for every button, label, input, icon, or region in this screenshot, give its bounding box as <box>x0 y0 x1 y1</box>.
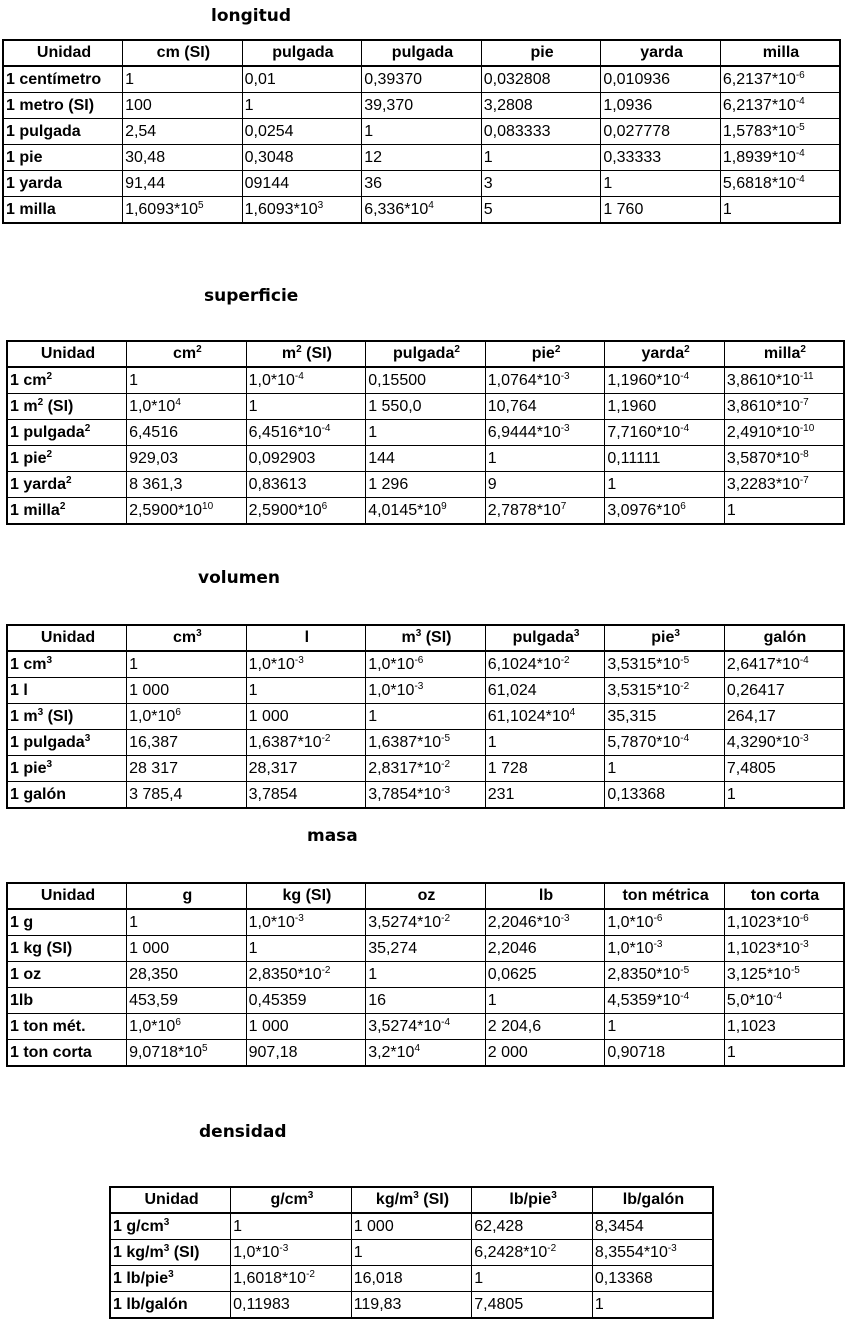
row-header-cell: 1 pulgada <box>3 119 123 145</box>
table-cell: 91,44 <box>123 171 243 197</box>
row-header-cell: 1 g <box>7 909 127 936</box>
table-cell: 0,083333 <box>481 119 601 145</box>
row-header-cell: 1 ton corta <box>7 1040 127 1067</box>
table-row <box>7 420 844 446</box>
table-cell: 8,3454 <box>592 1213 713 1240</box>
row-header-cell: 1 pulgada$^3$ <box>7 730 127 756</box>
table-cell: $6,4516*10^{-4}$ <box>246 420 366 446</box>
table-row <box>3 119 840 145</box>
column-header: $cm^3$ <box>127 625 247 651</box>
header-row <box>3 40 840 66</box>
table-cell: $2,2046*10^{-3}$ <box>485 909 605 936</box>
table-cell: 1 000 <box>127 678 247 704</box>
table-cell: 7,4805 <box>724 756 844 782</box>
row-header-cell: 1 pie$^3$ <box>7 756 127 782</box>
table-cell: 1 760 <box>601 197 721 224</box>
table-cell: 28 317 <box>127 756 247 782</box>
table-cell: 1 <box>481 145 601 171</box>
header-row <box>110 1187 713 1213</box>
row-header-cell: 1 $m^3$ (SI) <box>7 704 127 730</box>
table-cell: $3,8610*10^{-11}$ <box>724 367 844 394</box>
table-cell: $3,7854*10^{-3}$ <box>366 782 486 809</box>
table-row <box>3 197 840 224</box>
volumen-table <box>6 624 845 809</box>
row-header-cell: 1 kg (SI) <box>7 936 127 962</box>
column-header: Unidad <box>110 1187 231 1213</box>
column-header: milla <box>720 40 840 66</box>
table-row <box>110 1266 713 1292</box>
title-densidad: densidad <box>199 1122 287 1142</box>
table-cell: $2,5900*10^{10}$ <box>127 498 247 525</box>
table-cell: 0,45359 <box>246 988 366 1014</box>
table-cell: $4,3290*10^{-3}$ <box>724 730 844 756</box>
table-cell: 1 <box>127 367 247 394</box>
column-header: ton métrica <box>605 883 725 909</box>
table-row <box>110 1240 713 1266</box>
header-row <box>7 341 844 367</box>
masa-table <box>6 882 845 1067</box>
table-row <box>7 394 844 420</box>
table-cell: 0,032808 <box>481 66 601 93</box>
table-cell: 16,018 <box>351 1266 472 1292</box>
table-cell: 30,48 <box>123 145 243 171</box>
table-cell: 0,13368 <box>592 1266 713 1292</box>
table-cell: $1,0*10^{-6}$ <box>366 651 486 678</box>
table-row <box>3 145 840 171</box>
table-row <box>110 1213 713 1240</box>
table-row <box>7 962 844 988</box>
table-cell: 1 550,0 <box>366 394 486 420</box>
table-cell: $7,7160*10^{-4}$ <box>605 420 725 446</box>
row-header-cell: 1 centímetro <box>3 66 123 93</box>
table-cell: $4,0145*10^9$ <box>366 498 486 525</box>
table-cell: 16,387 <box>127 730 247 756</box>
table-cell: $1,0*10^{-3}$ <box>366 678 486 704</box>
longitud-table <box>2 39 841 224</box>
table-cell: 1,0936 <box>601 93 721 119</box>
column-header: pie$^2$ <box>485 341 605 367</box>
table-cell: 0,3048 <box>242 145 362 171</box>
table-cell: $2,5900*10^6$ <box>246 498 366 525</box>
table-cell: 36 <box>362 171 482 197</box>
table-cell: $1,0*10^6$ <box>127 704 247 730</box>
table-cell: $2,6417*10^{-4}$ <box>724 651 844 678</box>
table-row <box>7 472 844 498</box>
row-header-cell: 1 lb/pie$^3$ <box>110 1266 231 1292</box>
table-row <box>7 988 844 1014</box>
table-cell: 1 000 <box>351 1213 472 1240</box>
table-cell: 12 <box>362 145 482 171</box>
column-header: $m^2$ (SI) <box>246 341 366 367</box>
column-header: yarda$^2$ <box>605 341 725 367</box>
column-header: milla$^2$ <box>724 341 844 367</box>
table-cell: 453,59 <box>127 988 247 1014</box>
row-header-cell: 1 pie$^2$ <box>7 446 127 472</box>
table-cell: 0,13368 <box>605 782 725 809</box>
table-cell: 62,428 <box>472 1213 593 1240</box>
table-cell: 8 361,3 <box>127 472 247 498</box>
densidad-table <box>109 1186 714 1319</box>
table-cell: 1 <box>601 171 721 197</box>
table-cell: 2,2046 <box>485 936 605 962</box>
table-cell: $2,7878*10^7$ <box>485 498 605 525</box>
table-cell: 1 <box>123 66 243 93</box>
table-cell: $3,8610*10^{-7}$ <box>724 394 844 420</box>
column-header: yarda <box>601 40 721 66</box>
table-cell: 1 <box>724 498 844 525</box>
table-cell: 264,17 <box>724 704 844 730</box>
table-cell: 0,0625 <box>485 962 605 988</box>
table-cell: 61,024 <box>485 678 605 704</box>
row-header-cell: 1 $m^2$ (SI) <box>7 394 127 420</box>
table-cell: $1,6387*10^{-5}$ <box>366 730 486 756</box>
table-cell: $6,1024*10^{-2}$ <box>485 651 605 678</box>
table-cell: $1,8939*10^{-4}$ <box>720 145 840 171</box>
table-cell: $2,8317*10^{-2}$ <box>366 756 486 782</box>
table-cell: 1 <box>485 730 605 756</box>
table-cell: 100 <box>123 93 243 119</box>
table-row <box>7 936 844 962</box>
table-cell: 0,90718 <box>605 1040 725 1067</box>
table-cell: 28,350 <box>127 962 247 988</box>
table-cell: $9,0718*10^5$ <box>127 1040 247 1067</box>
table-cell: 1 <box>351 1240 472 1266</box>
row-header-cell: 1lb <box>7 988 127 1014</box>
column-header: oz <box>366 883 486 909</box>
table-cell: $2,8350*10^{-5}$ <box>605 962 725 988</box>
table-cell: 35,274 <box>366 936 486 962</box>
column-header: galón <box>724 625 844 651</box>
table-cell: 1,1960 <box>605 394 725 420</box>
row-header-cell: 1 $g/cm^3$ <box>110 1213 231 1240</box>
table-cell: 1 <box>605 756 725 782</box>
table-cell: 0,33333 <box>601 145 721 171</box>
table-cell: 0,11111 <box>605 446 725 472</box>
table-cell: 1 <box>592 1292 713 1319</box>
table-cell: $1,6018*10^{-2}$ <box>231 1266 352 1292</box>
table-cell: 1 <box>366 962 486 988</box>
table-cell: 1 <box>242 93 362 119</box>
column-header: l <box>246 625 366 651</box>
table-cell: $3,5274*10^{-2}$ <box>366 909 486 936</box>
table-row <box>7 704 844 730</box>
table-cell: $1,0*10^{-3}$ <box>246 651 366 678</box>
table-row <box>7 678 844 704</box>
table-cell: $61,1024*10^4$ <box>485 704 605 730</box>
table-cell: $1,1023*10^{-3}$ <box>724 936 844 962</box>
table-cell: $1,0*10^{-4}$ <box>246 367 366 394</box>
table-cell: $6,2137*10^{-4}$ <box>720 93 840 119</box>
row-header-cell: 1 yarda <box>3 171 123 197</box>
column-header: kg (SI) <box>246 883 366 909</box>
table-cell: 3,7854 <box>246 782 366 809</box>
table-row <box>7 367 844 394</box>
column-header: lb/pie$^3$ <box>472 1187 593 1213</box>
table-cell: $1,0*10^6$ <box>127 1014 247 1040</box>
table-cell: 0,15500 <box>366 367 486 394</box>
table-cell: 39,370 <box>362 93 482 119</box>
table-cell: $3,2283*10^{-7}$ <box>724 472 844 498</box>
column-header: Unidad <box>7 883 127 909</box>
table-cell: $3,5870*10^{-8}$ <box>724 446 844 472</box>
table-cell: 1 <box>246 678 366 704</box>
table-cell: $6,2137*10^{-6}$ <box>720 66 840 93</box>
table-cell: $1,5783*10^{-5}$ <box>720 119 840 145</box>
table-row <box>3 66 840 93</box>
table-cell: $6,336*10^4$ <box>362 197 482 224</box>
row-header-cell: 1 galón <box>7 782 127 809</box>
table-cell: 1,1023 <box>724 1014 844 1040</box>
table-cell: 1 <box>605 472 725 498</box>
table-cell: $1,6093*10^3$ <box>242 197 362 224</box>
header-row <box>7 883 844 909</box>
table-cell: $1,0*10^{-3}$ <box>231 1240 352 1266</box>
table-cell: $5,7870*10^{-4}$ <box>605 730 725 756</box>
table-cell: 1 <box>472 1266 593 1292</box>
row-header-cell: 1 oz <box>7 962 127 988</box>
table-cell: 1 <box>366 704 486 730</box>
table-cell: $1,0*10^{-3}$ <box>605 936 725 962</box>
table-cell: $3,2*10^4$ <box>366 1040 486 1067</box>
table-cell: 0,092903 <box>246 446 366 472</box>
table-cell: 907,18 <box>246 1040 366 1067</box>
table-cell: 1 <box>127 651 247 678</box>
table-cell: 119,83 <box>351 1292 472 1319</box>
table-cell: 1 000 <box>127 936 247 962</box>
superficie-table <box>6 340 845 525</box>
table-cell: 0,39370 <box>362 66 482 93</box>
column-header: g <box>127 883 247 909</box>
table-cell: 3,2808 <box>481 93 601 119</box>
table-cell: 6,4516 <box>127 420 247 446</box>
column-header: Unidad <box>7 625 127 651</box>
table-cell: $3,5315*10^{-5}$ <box>605 651 725 678</box>
table-cell: $5,6818*10^{-4}$ <box>720 171 840 197</box>
table-cell: 16 <box>366 988 486 1014</box>
header-row <box>7 625 844 651</box>
table-cell: 1 <box>724 1040 844 1067</box>
table-row <box>110 1292 713 1319</box>
table-cell: $1,0*10^{-6}$ <box>605 909 725 936</box>
table-cell: 1 <box>724 782 844 809</box>
title-longitud: longitud <box>211 6 292 26</box>
table-cell: 1 296 <box>366 472 486 498</box>
row-header-cell: 1 pie <box>3 145 123 171</box>
column-header: cm (SI) <box>123 40 243 66</box>
table-cell: $1,1023*10^{-6}$ <box>724 909 844 936</box>
table-cell: 1 <box>246 936 366 962</box>
row-header-cell: 1 lb/galón <box>110 1292 231 1319</box>
title-masa: masa <box>307 826 358 846</box>
table-cell: 1 <box>720 197 840 224</box>
table-row <box>3 93 840 119</box>
table-cell: 1 <box>605 1014 725 1040</box>
table-cell: 144 <box>366 446 486 472</box>
table-cell: 1 <box>231 1213 352 1240</box>
column-header: pulgada$^2$ <box>366 341 486 367</box>
column-header: $cm^2$ <box>127 341 247 367</box>
column-header: pie$^3$ <box>605 625 725 651</box>
table-cell: 28,317 <box>246 756 366 782</box>
table-cell: 1 728 <box>485 756 605 782</box>
row-header-cell: 1 metro (SI) <box>3 93 123 119</box>
row-header-cell: 1 $cm^2$ <box>7 367 127 394</box>
table-cell: 09144 <box>242 171 362 197</box>
table-cell: 10,764 <box>485 394 605 420</box>
table-cell: 0,027778 <box>601 119 721 145</box>
table-cell: 35,315 <box>605 704 725 730</box>
row-header-cell: 1 $kg/m^3$ (SI) <box>110 1240 231 1266</box>
table-cell: 2 000 <box>485 1040 605 1067</box>
table-cell: 5 <box>481 197 601 224</box>
column-header: pulgada <box>242 40 362 66</box>
column-header: pie <box>481 40 601 66</box>
table-cell: 1 <box>246 394 366 420</box>
row-header-cell: 1 pulgada$^2$ <box>7 420 127 446</box>
table-row <box>7 498 844 525</box>
table-cell: $8,3554*10^{-3}$ <box>592 1240 713 1266</box>
row-header-cell: 1 $cm^3$ <box>7 651 127 678</box>
column-header: Unidad <box>3 40 123 66</box>
table-cell: 0,0254 <box>242 119 362 145</box>
table-cell: 2 204,6 <box>485 1014 605 1040</box>
table-cell: $6,9444*10^{-3}$ <box>485 420 605 446</box>
table-row <box>7 909 844 936</box>
table-cell: 2,54 <box>123 119 243 145</box>
row-header-cell: 1 ton mét. <box>7 1014 127 1040</box>
table-cell: $2,8350*10^{-2}$ <box>246 962 366 988</box>
table-row <box>7 730 844 756</box>
table-cell: $3,5315*10^{-2}$ <box>605 678 725 704</box>
table-cell: $4,5359*10^{-4}$ <box>605 988 725 1014</box>
table-row <box>7 756 844 782</box>
table-cell: 0,26417 <box>724 678 844 704</box>
table-cell: $1,6093*10^5$ <box>123 197 243 224</box>
table-row <box>7 782 844 809</box>
table-cell: 7,4805 <box>472 1292 593 1319</box>
table-cell: 231 <box>485 782 605 809</box>
table-cell: 1 <box>485 446 605 472</box>
table-cell: $6,2428*10^{-2}$ <box>472 1240 593 1266</box>
column-header: lb/galón <box>592 1187 713 1213</box>
table-row <box>7 1014 844 1040</box>
column-header: ton corta <box>724 883 844 909</box>
table-cell: $3,5274*10^{-4}$ <box>366 1014 486 1040</box>
column-header: $g/cm^3$ <box>231 1187 352 1213</box>
table-cell: $3,0976*10^6$ <box>605 498 725 525</box>
row-header-cell: 1 milla$^2$ <box>7 498 127 525</box>
row-header-cell: 1 yarda$^2$ <box>7 472 127 498</box>
table-cell: $2,4910*10^{-10}$ <box>724 420 844 446</box>
table-cell: 0,01 <box>242 66 362 93</box>
table-cell: $3,125*10^{-5}$ <box>724 962 844 988</box>
column-header: pulgada <box>362 40 482 66</box>
table-cell: 1 <box>366 420 486 446</box>
row-header-cell: 1 l <box>7 678 127 704</box>
table-row <box>3 171 840 197</box>
table-cell: $1,0*10^{-3}$ <box>246 909 366 936</box>
table-cell: 3 <box>481 171 601 197</box>
title-superficie: superficie <box>204 286 299 306</box>
table-cell: $1,0*10^4$ <box>127 394 247 420</box>
title-volumen: volumen <box>198 568 281 588</box>
table-row <box>7 1040 844 1067</box>
table-row <box>7 446 844 472</box>
table-cell: $1,1960*10^{-4}$ <box>605 367 725 394</box>
column-header: $kg/m^3$ (SI) <box>351 1187 472 1213</box>
table-cell: $1,6387*10^{-2}$ <box>246 730 366 756</box>
row-header-cell: 1 milla <box>3 197 123 224</box>
table-cell: 1 000 <box>246 704 366 730</box>
column-header: $m^3$ (SI) <box>366 625 486 651</box>
table-cell: 0,11983 <box>231 1292 352 1319</box>
column-header: Unidad <box>7 341 127 367</box>
column-header: pulgada$^3$ <box>485 625 605 651</box>
table-cell: 3 785,4 <box>127 782 247 809</box>
table-cell: 1 <box>127 909 247 936</box>
table-cell: $1,0764*10^{-3}$ <box>485 367 605 394</box>
table-cell: 1 000 <box>246 1014 366 1040</box>
table-cell: 929,03 <box>127 446 247 472</box>
table-row <box>7 651 844 678</box>
column-header: lb <box>485 883 605 909</box>
table-cell: 0,83613 <box>246 472 366 498</box>
table-cell: $5,0*10^{-4}$ <box>724 988 844 1014</box>
table-cell: 9 <box>485 472 605 498</box>
table-cell: 1 <box>485 988 605 1014</box>
table-cell: 0,010936 <box>601 66 721 93</box>
table-cell: 1 <box>362 119 482 145</box>
